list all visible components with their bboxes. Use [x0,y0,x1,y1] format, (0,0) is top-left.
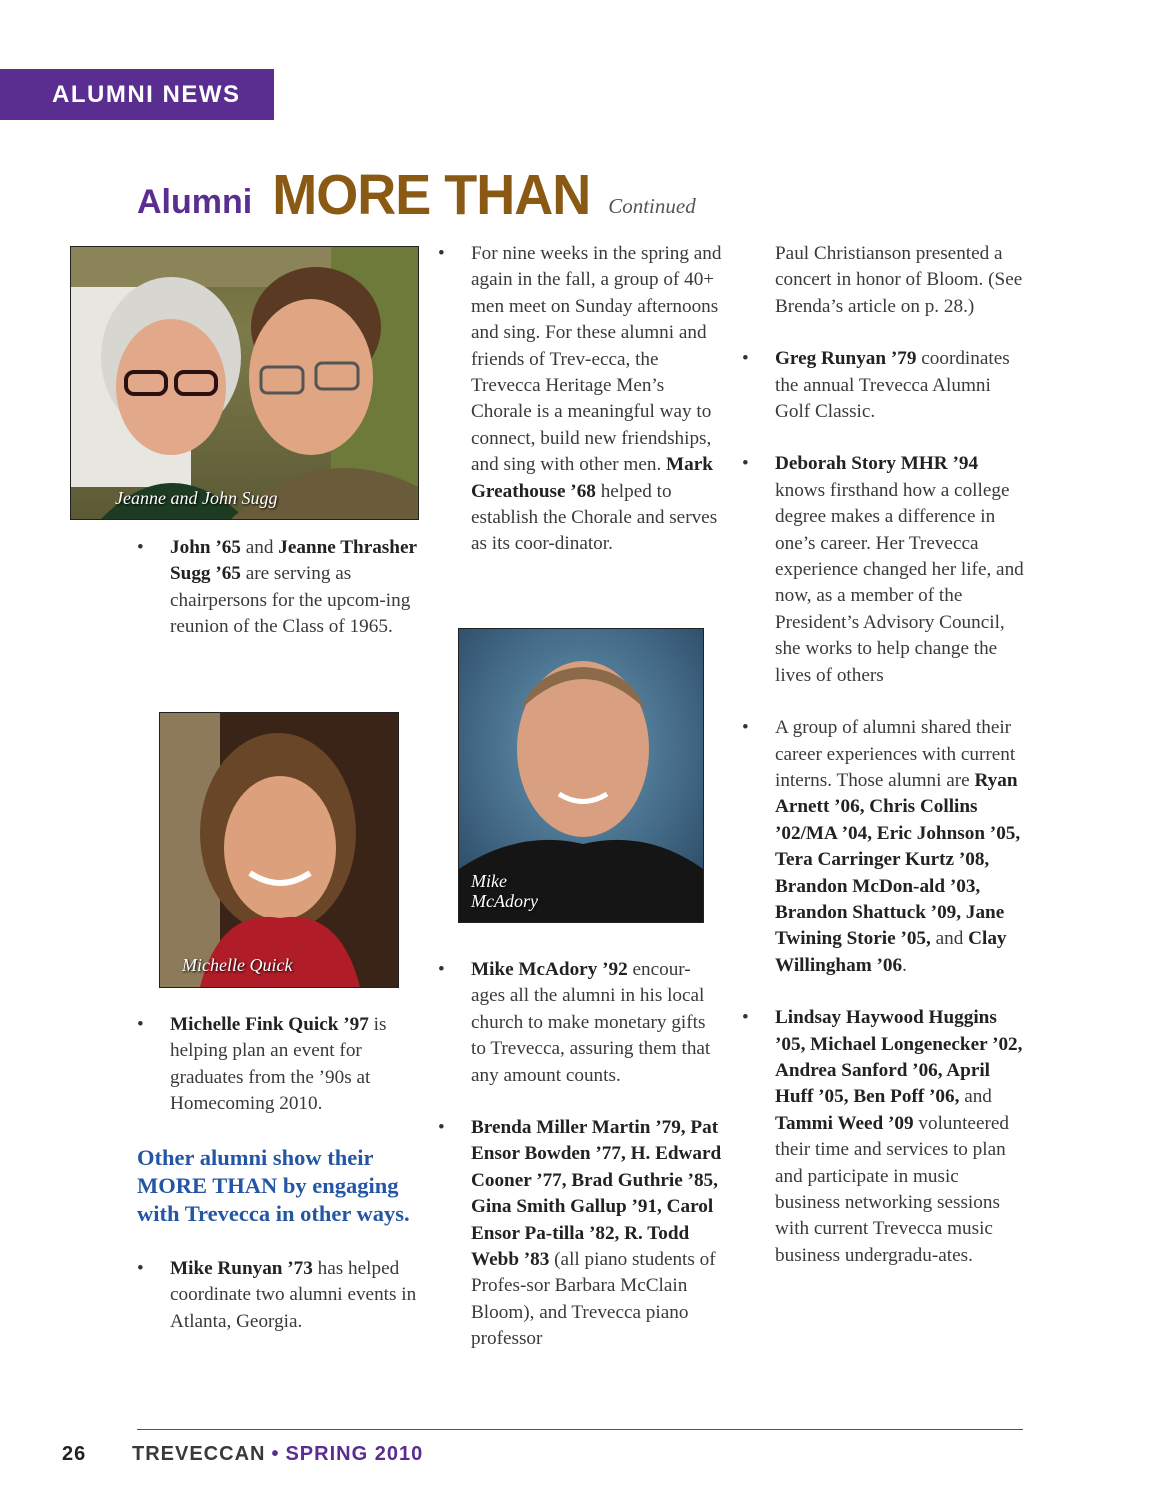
list-item [137,535,422,641]
body-text: For nine weeks in the spring and again in the fall, a group of 40+ men meet on Sunday afternoons and sing. For these alumni and friends of Trev-ecca, the Trevecca Heritage Men’s Chorale is a meaningful way to connect, build new friendships, and sing with other men. [471,243,722,476]
body-text: helped to establish the Chorale and serves as its coor-dinator. [471,480,718,555]
body-text: (all piano students of Profes-sor Barbara McClain Bloom), and Trevecca piano professor [471,1249,716,1350]
caption-mcadory-line1: Mike [471,871,507,891]
bold-text: Jeanne Thrasher Sugg ’65 [170,537,417,585]
photo-sugg [70,246,419,520]
body-text: and [959,1086,992,1108]
list-item [742,451,1026,689]
body-text: coordinates the annual Trevecca Alumni Golf Classic. [775,348,1010,423]
caption-mcadory-line2: McAdory [471,890,538,911]
body-text: . [902,954,907,976]
body-text: and [240,537,279,558]
body-text: are serving as chairpersons for the upcom-ing reunion of the Class of 1965. [170,563,411,638]
list-item [137,1012,422,1118]
page-footer [62,1440,423,1468]
list-item [742,715,1026,979]
column-1-lower [137,1012,422,1118]
body-text: volunteered their time and services to plan and participate in music business networking sessions with current Trevecca music business undergradu-ates. [775,1112,1009,1266]
caption-sugg: Jeanne and John Sugg [115,488,278,508]
page-heading [137,163,696,227]
heading-continued: Continued [608,194,696,218]
footer-rule [137,1429,1023,1430]
caption-quick: Michelle Quick [182,955,293,975]
issue-label: SPRING 2010 [285,1442,424,1465]
bold-text: Greg Runyan ’79 [775,348,917,370]
bold-text: Tammi Weed ’09 [775,1112,914,1134]
continued-text [742,241,1026,320]
publication-name: TREVECCAN [132,1442,266,1465]
list-item [438,957,724,1089]
bold-text: Mike Runyan ’73 [170,1258,313,1279]
photo-quick-image [160,713,398,987]
bold-text: Clay Willingham ’06 [775,928,1007,976]
bold-text: Deborah Story MHR ’94 [775,453,979,475]
list-item [742,346,1026,425]
footer-separator: • [271,1442,280,1465]
column-3 [742,241,1026,1269]
column-2 [438,241,724,558]
photo-quick [159,712,399,988]
body-text: is helping plan an event for graduates from the ’90s at Homecoming 2010. [170,1014,387,1115]
bold-text: Brenda Miller Martin ’79, Pat Ensor Bowden ’77, H. Edward Cooner ’77, Brad Guthrie ’85, Gina Smith Gallup ’91, Carol Ensor Pa-tilla ’82, R. Todd Webb ’83 [471,1117,722,1271]
section-tab: ALUMNI NEWS [0,69,274,120]
bold-text: Mike McAdory ’92 [471,959,628,980]
list-item [438,241,724,558]
bold-text: Michelle Fink Quick ’97 [170,1014,369,1035]
column-1-bottom [137,1256,422,1335]
body-text: encour-ages all the alumni in his local church to make monetary gifts to Trevecca, assuring them that any amount counts. [471,959,711,1086]
list-item [742,1005,1026,1269]
body-text: Paul Christianson presented a concert in honor of Bloom. (See Brenda’s article on p. 28.) [775,243,1023,317]
photo-sugg-image [71,247,418,519]
bold-text: John ’65 [170,537,241,558]
column-1 [137,535,422,641]
heading-more-than: MORE THAN [272,163,591,227]
body-text: knows firsthand how a college degree makes a difference in one’s career. Her Trevecca experience changed her life, and now, as a member of the President’s Advisory Council, she works to help change the lives of others [775,479,1024,686]
photo-mcadory [458,628,704,923]
heading-alumni: Alumni [137,183,253,221]
body-text: has helped coordinate two alumni events in Atlanta, Georgia. [170,1258,417,1332]
bold-text: Mark Greathouse ’68 [471,454,713,502]
page-number: 26 [62,1442,87,1465]
column-2-lower [438,957,724,1353]
callout-heading: Other alumni show their MORE THAN by engaging with Trevecca in other ways. [137,1145,410,1226]
list-item [438,1115,724,1353]
body-text: and [930,928,969,950]
bold-text: Ryan Arnett ’06, Chris Collins ’02/MA ’04, Eric Johnson ’05, Tera Carringer Kurtz ’08, Brandon McDon-ald ’03, Brandon Shattuck ’09, Jane Twining Storie ’05, [775,769,1021,950]
caption-mcadory [471,872,538,912]
bold-text: Lindsay Haywood Huggins ’05, Michael Longenecker ’02, Andrea Sanford ’06, April Huff ’05, Ben Poff ’06, [775,1007,1023,1108]
list-item [137,1256,422,1335]
body-text: A group of alumni shared their career experiences with current interns. Those alumni are [775,717,1016,791]
